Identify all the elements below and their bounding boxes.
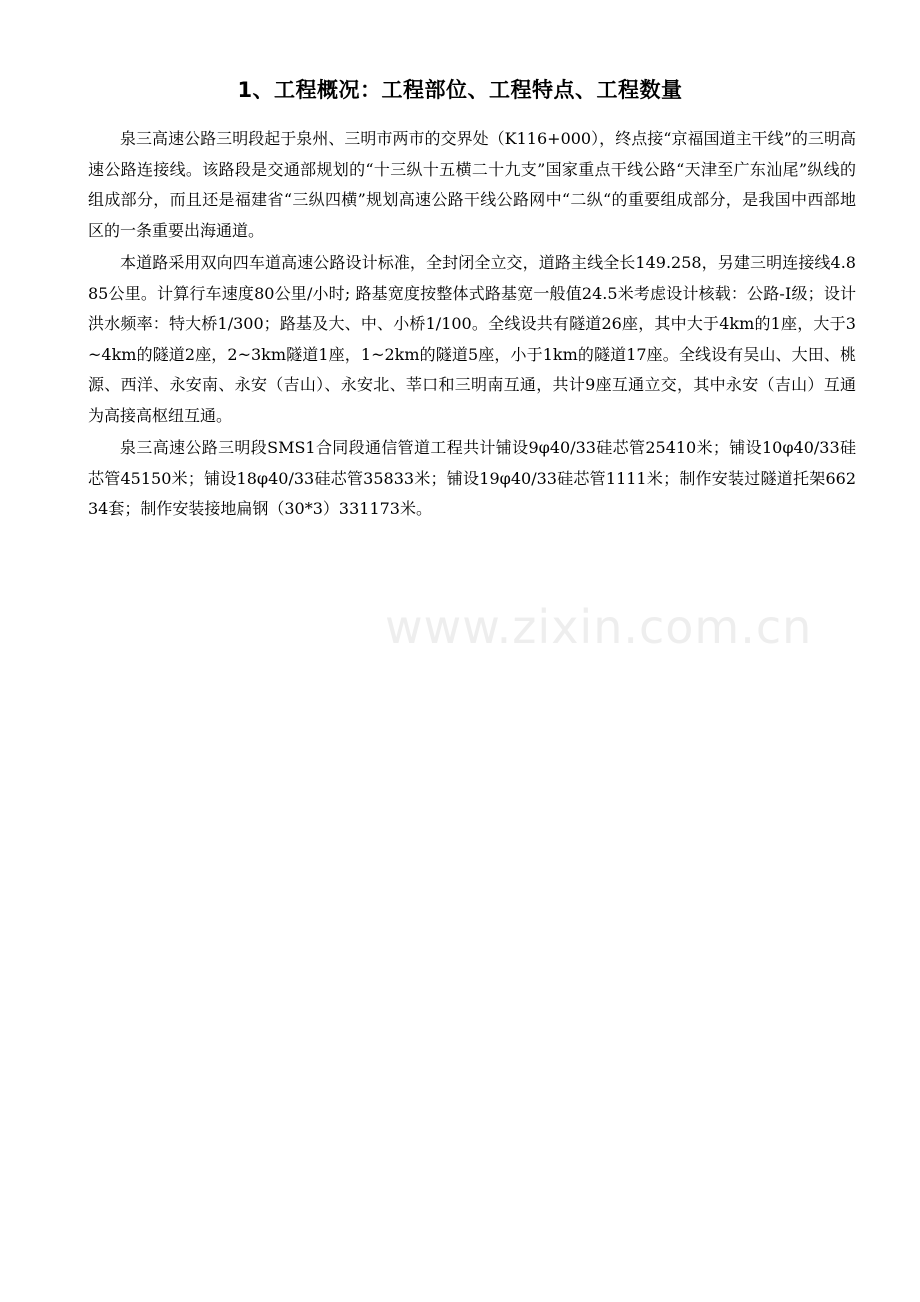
section-heading: 1、工程概况：工程部位、工程特点、工程数量 (237, 78, 683, 102)
watermark: www.zixin.com.cn (385, 600, 813, 654)
paragraph-quantities: 泉三高速公路三明段SMS1合同段通信管道工程共计铺设9φ40/33硅芯管25410米；铺设10φ40/33硅芯管45150米；铺设18φ40/33硅芯管35833米；铺设19φ40/33硅芯管1111米；制作安装过隧道托架66234套；制作安装接地扁钢（30*3）331173米。 (88, 438, 856, 518)
paragraph-design-standards: 本道路采用双向四车道高速公路设计标准，全封闭全立交，道路主线全长149.258，另建三明连接线4.885公里。计算行车速度80公里/小时; 路基宽度按整体式路基宽一般值24.5米考虑设计核载：公路-Ⅰ级；设计洪水频率：特大桥1/300；路基及大、中、小桥1/100。全线设共有隧道26座，其中大于4km的1座，大于3~4km的隧道2座，2~3km隧道1座，1~2km的隧道5座，小于1km的隧道17座。全线设有吴山、大田、桃源、西洋、永安南、永安（吉山）、永安北、莘口和三明南互通，共计9座互通立交，其中永安（吉山）互通为高接高枢纽互通。 (88, 253, 856, 425)
body-text (88, 124, 856, 527)
paragraph-overview: 泉三高速公路三明段起于泉州、三明市两市的交界处（K116+000），终点接“京福国道主干线”的三明高速公路连接线。该路段是交通部规划的“十三纵十五横二十九支”国家重点干线公路“天津至广东汕尾”纵线的组成部分，而且还是福建省“三纵四横”规划高速公路干线公路网中“二纵“的重要组成部分，是我国中西部地区的一条重要出海通道。 (88, 129, 856, 240)
